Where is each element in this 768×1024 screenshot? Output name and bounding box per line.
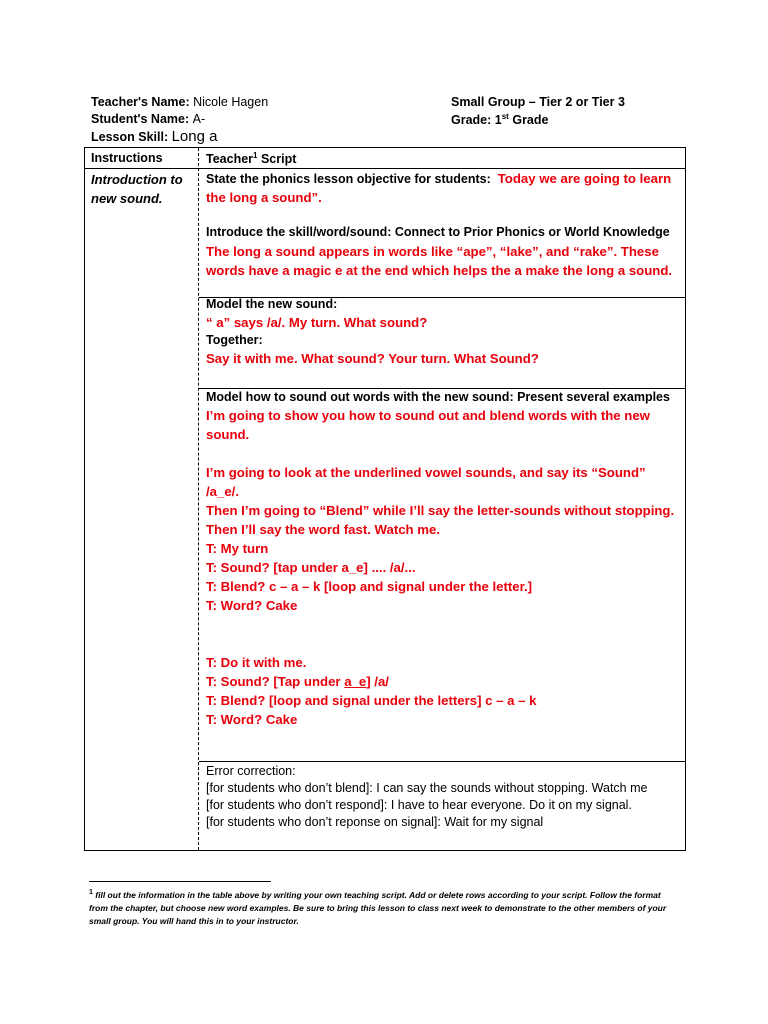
teacher-name-row xyxy=(91,95,268,109)
model-words-label: Model how to sound out words with the new sound: Present several examples xyxy=(206,390,670,404)
model-words-text-12a: T: Sound? [Tap under xyxy=(206,674,345,689)
model-words-text-7: T: My turn xyxy=(206,541,269,556)
error-correction-line-1: [for students who don’t blend]: I can say the sounds without stopping. Watch me xyxy=(206,781,648,795)
lesson-skill-value: Long a xyxy=(171,128,218,145)
error-correction-label: Error correction: xyxy=(206,764,296,778)
grade-label: Grade: xyxy=(451,113,492,128)
student-name-label: Student's Name: xyxy=(91,112,190,126)
introduce-text-1: The long a sound appears in words like “ape”, “lake”, and “rake”. These xyxy=(206,244,659,259)
grade-row xyxy=(451,112,548,127)
introduce-label: Introduce the skill/word/sound: Connect to Prior Phonics or World Knowledge xyxy=(206,225,670,239)
error-correction-line-2: [for students who don’t respond]: I have to hear everyone. Do it on my signal. xyxy=(206,798,632,812)
footnote xyxy=(89,886,679,928)
introduce-text-2: words have a magic e at the end which helps the a make the long a sound. xyxy=(206,263,673,278)
model-words-text-1: I’m going to show you how to sound out and blend words with the new xyxy=(206,408,650,423)
lesson-skill-row xyxy=(91,128,217,145)
model-sound-text-1: “ a” says /a/. My turn. What sound? xyxy=(206,315,428,330)
small-group-label: Small Group – Tier 2 or Tier 3 xyxy=(451,95,625,109)
model-sound-text-2: Say it with me. What sound? Your turn. What Sound? xyxy=(206,351,539,366)
footnote-separator xyxy=(89,881,271,882)
column-divider xyxy=(198,148,199,850)
objective-label: State the phonics lesson objective for students: xyxy=(206,172,491,186)
footnote-text: fill out the information in the table above by writing your own teaching script. Add or delete rows according to your script. Follow the format from the chapter, but choose new word examples. Be sure to bring this lesson to class next week to demonstrate to the other members of your small group. You will hand this in to your instructor. xyxy=(89,889,667,926)
teacher-script-header-b: Script xyxy=(260,152,297,167)
grade-suffix: Grade xyxy=(512,113,549,128)
error-correction-block xyxy=(206,763,647,831)
lesson-skill-label: Lesson Skill: xyxy=(91,130,169,144)
model-words-text-12 xyxy=(206,672,674,691)
model-words-text-13: T: Blend? [loop and signal under the letters] c – a – k xyxy=(206,693,537,708)
model-words-text-5: Then I’m going to “Blend” while I’ll say the letter-sounds without stopping. xyxy=(206,503,675,518)
teacher-name-value: Nicole Hagen xyxy=(193,95,269,109)
model-words-text-11: T: Do it with me. xyxy=(206,655,307,670)
model-words-text-8: T: Sound? [tap under a_e] .... /a/... xyxy=(206,560,416,575)
error-correction-line-3: [for students who don’t reponse on signal]: Wait for my signal xyxy=(206,815,544,829)
objective-block xyxy=(206,169,671,207)
teacher-script-header xyxy=(206,151,296,166)
model-words-block xyxy=(206,388,674,729)
model-words-text-10: T: Word? Cake xyxy=(206,598,298,613)
lesson-table xyxy=(84,147,686,851)
instructions-header: Instructions xyxy=(91,151,163,165)
objective-text-1: Today we are going to learn xyxy=(497,171,672,186)
student-name-row xyxy=(91,112,205,126)
model-sound-block xyxy=(206,296,539,368)
model-words-text-14: T: Word? Cake xyxy=(206,712,298,727)
model-sound-label: Model the new sound: xyxy=(206,297,338,311)
teacher-script-header-a: Teacher xyxy=(206,152,254,167)
model-words-text-4: /a_e/. xyxy=(206,484,239,499)
intro-line-2: new sound. xyxy=(91,191,163,206)
row3-divider xyxy=(199,761,685,762)
footnote-marker: 1 xyxy=(89,889,93,896)
model-words-text-12-underlined: a_e xyxy=(344,674,367,689)
teacher-name-label: Teacher's Name: xyxy=(91,95,190,109)
together-label: Together: xyxy=(206,333,263,347)
student-name-value: A- xyxy=(192,112,206,126)
intro-line-1: Introduction to xyxy=(91,172,183,187)
introduce-block xyxy=(206,223,672,280)
objective-text-2: the long a sound”. xyxy=(206,190,322,205)
model-words-text-12b: ] /a/ xyxy=(366,674,389,689)
model-words-text-6: Then I’ll say the word fast. Watch me. xyxy=(206,522,441,537)
grade-value: 1 xyxy=(494,113,502,128)
model-words-text-3: I’m going to look at the underlined vowel sounds, and say its “Sound” xyxy=(206,465,646,480)
model-words-text-9: T: Blend? c – a – k [loop and signal under the letter.] xyxy=(206,579,533,594)
grade-sup: st xyxy=(501,112,509,121)
model-words-text-2: sound. xyxy=(206,427,250,442)
teacher-script-header-sup: 1 xyxy=(253,151,258,160)
intro-to-new-sound xyxy=(91,170,183,208)
